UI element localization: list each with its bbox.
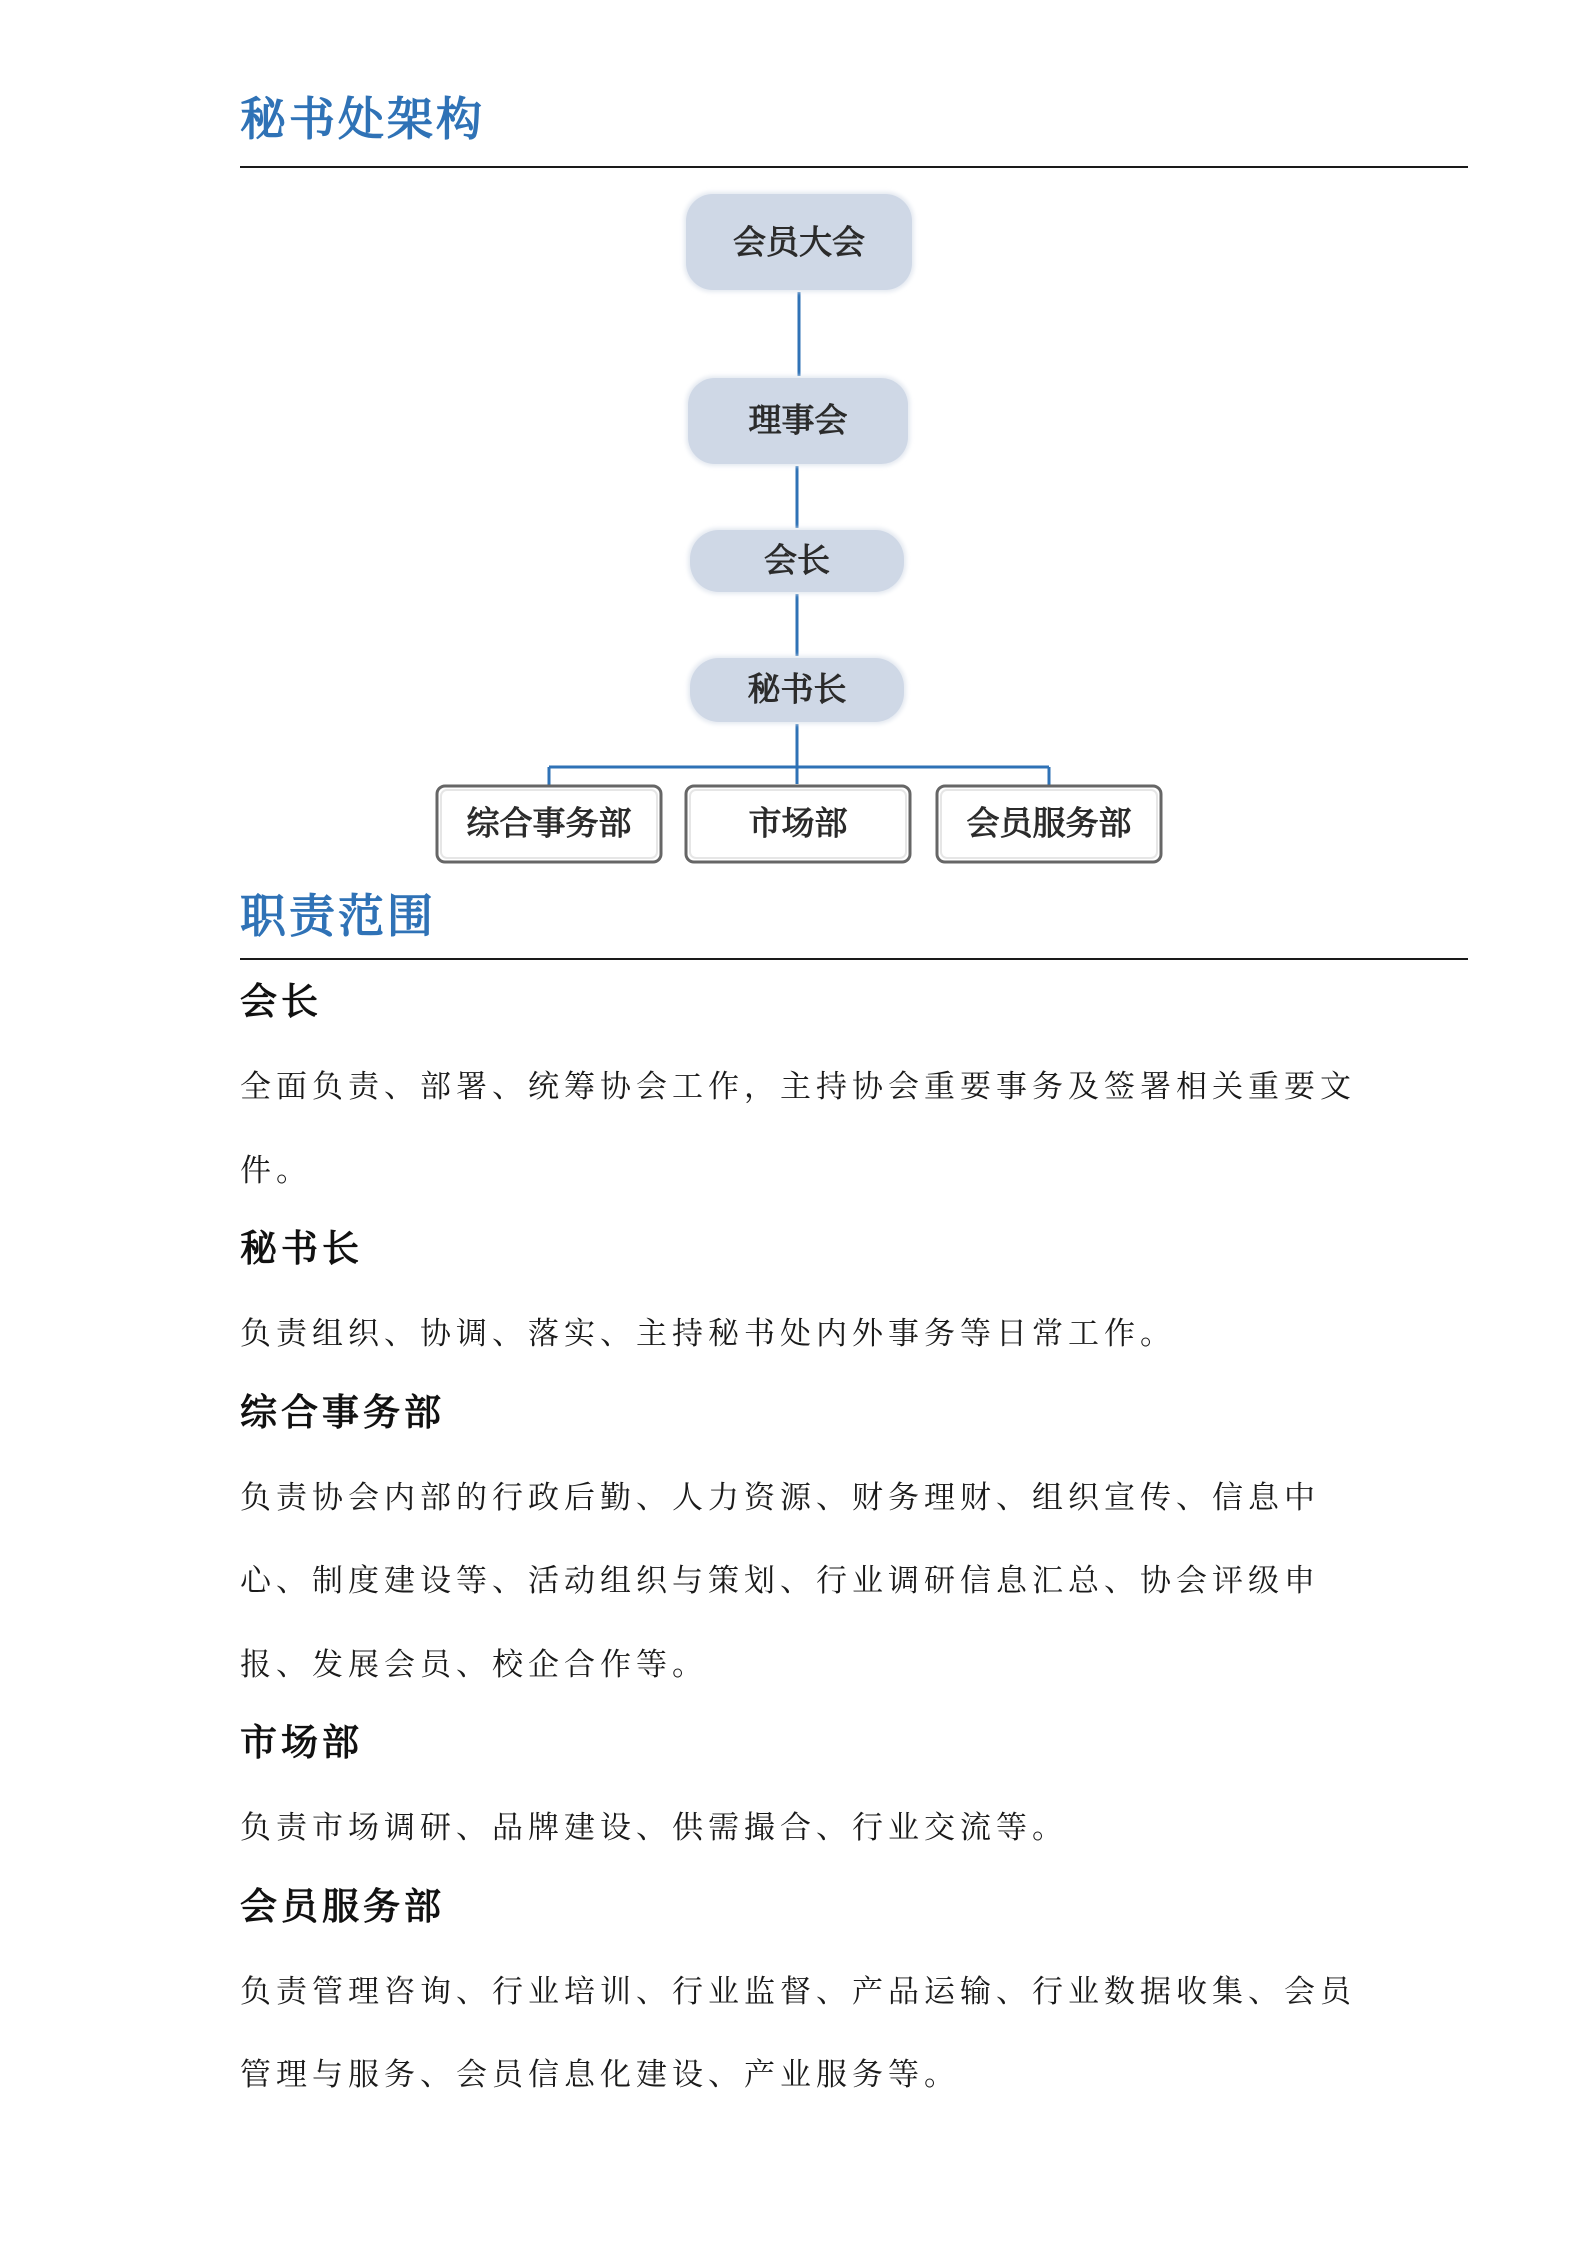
role-description: 负责市场调研、品牌建设、供需撮合、行业交流等。 [240,1810,1068,1846]
role-name: 秘书长 [240,1227,363,1270]
role-member-service [240,1877,1370,2118]
org-node-secretary-general [688,656,906,724]
section-divider [240,958,1468,960]
role-description: 全面负责、部署、统筹协会工作，主持协会重要事务及签署相关重要文件。 [240,1069,1356,1189]
org-node-council-label: 理事会 [748,400,848,440]
section-title-structure: 秘书处架构 [240,92,485,146]
role-president [240,972,1370,1213]
org-node-assembly-label: 会员大会 [733,222,865,262]
role-general-affairs [240,1383,1370,1708]
role-secretary-general [240,1219,1370,1377]
role-market [240,1713,1370,1871]
org-node-council [686,376,910,466]
role-name: 市场部 [240,1721,363,1764]
role-description: 负责管理咨询、行业培训、行业监督、产品运输、行业数据收集、会员管理与服务、会员信息化建设、产业服务等。 [240,1973,1356,2093]
role-description: 负责组织、协调、落实、主持秘书处内外事务等日常工作。 [240,1316,1176,1352]
org-dept-market [686,786,910,862]
org-dept-member-service-label: 会员服务部 [966,803,1132,843]
org-chart [0,0,1587,900]
section-title-duties: 职责范围 [240,889,436,943]
org-node-assembly [684,192,914,292]
role-name: 综合事务部 [240,1390,445,1434]
org-dept-general-affairs [437,786,661,862]
org-node-president [688,528,906,594]
org-dept-general-affairs-label: 综合事务部 [466,803,632,843]
org-dept-member-service [937,786,1161,862]
role-description: 负责协会内部的行政后勤、人力资源、财务理财、组织宣传、信息中心、制度建设等、活动组织与策划、行业调研信息汇总、协会评级申报、发展会员、校企合作等。 [240,1479,1320,1683]
duties-list [240,972,1370,2124]
org-node-secretary-general-label: 秘书长 [747,669,847,709]
org-dept-market-label: 市场部 [748,803,848,843]
role-name: 会长 [240,980,322,1023]
role-name: 会员服务部 [240,1884,445,1928]
org-node-president-label: 会长 [764,540,830,580]
